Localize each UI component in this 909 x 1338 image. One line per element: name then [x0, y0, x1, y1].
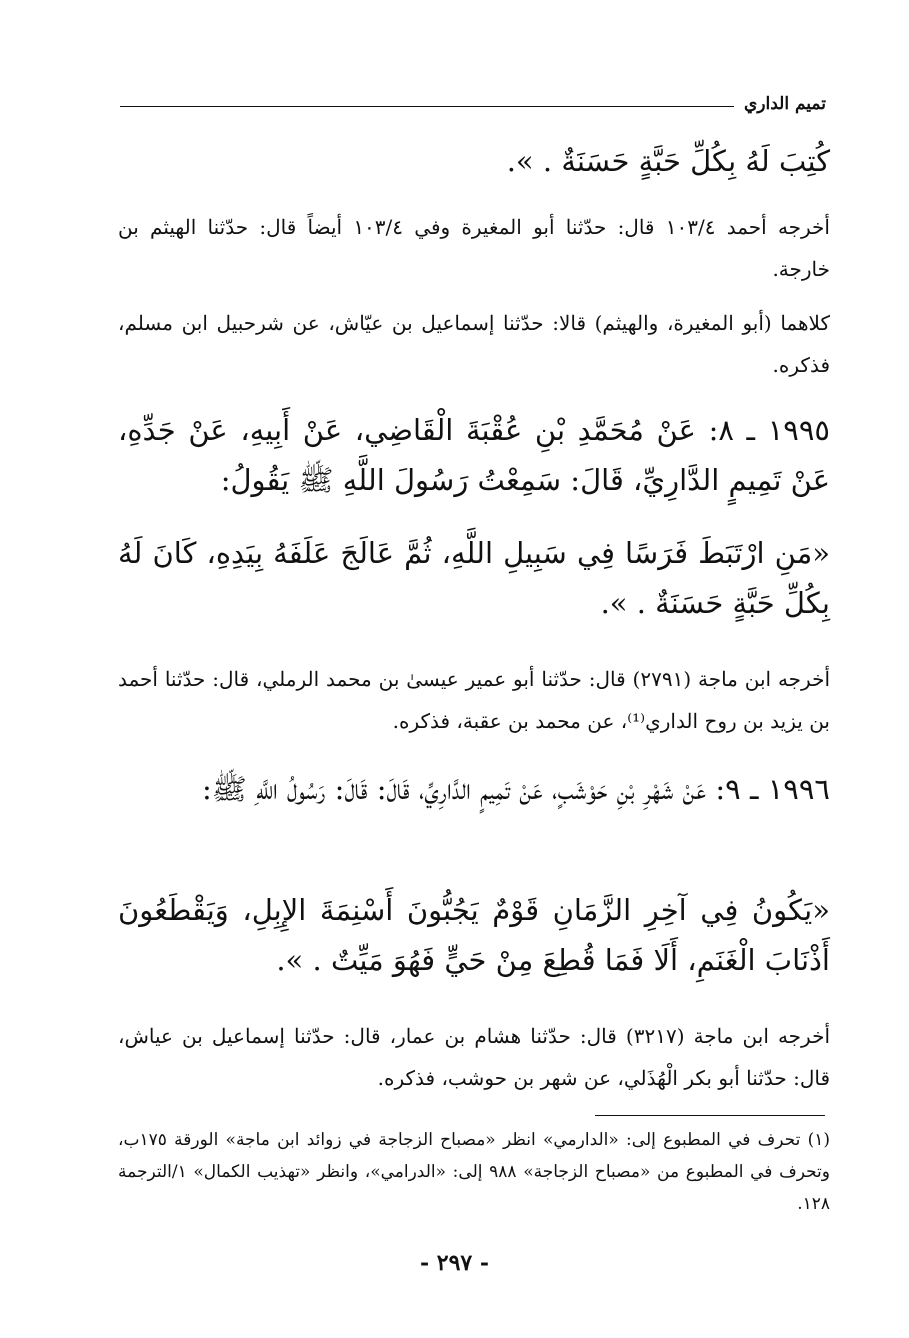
- hadith-matn-1996: «يَكُونُ فِي آخِرِ الزَّمَانِ قَوْمٌ يَجُبُّونَ أَسْنِمَةَ الإِبِلِ، وَيَقْطَعُونَ أَذْنَابَ الْغَنَمِ، أَلَا فَمَا قُطِعَ مِنْ حَيٍّ فَهُوَ مَيِّتٌ . ».: [118, 893, 830, 977]
- hadith-isnad-1995: ١٩٩٥ ـ ٨: عَنْ مُحَمَّدِ بْنِ عُقْبَةَ الْقَاضِي، عَنْ أَبِيهِ، عَنْ جَدِّهِ، عَنْ تَمِيمٍ الدَّارِيِّ، قَالَ: سَمِعْتُ رَسُولَ اللَّهِ ﷺ يَقُولُ:: [118, 413, 831, 497]
- takhrij-paragraph: أخرجه أحمد ١٠٣/٤ قال: حدّثنا أبو المغيرة وفي ١٠٣/٤ أيضاً قال: حدّثنا الهيثم بن خارجة.: [118, 215, 830, 281]
- hadith-matn-1995: «مَنِ ارْتَبَطَ فَرَسًا فِي سَبِيلِ اللَّهِ، ثُمَّ عَالَجَ عَلَفَهُ بِيَدِهِ، كَانَ لَهُ بِكُلِّ حَبَّةٍ حَسَنَةٌ . ».: [118, 536, 830, 620]
- takhrij-paragraph: أخرجه ابن ماجة (٢٧٩١) قال: حدّثنا أبو عمير عيسىٰ بن محمد الرملي، قال: حدّثنا أحمد بن يزيد بن روح الداري⁽¹⁾، عن محمد بن عقبة، فذكره.: [118, 667, 831, 733]
- footnote-1: (١) تحرف في المطبوع إلى: «الدارمي» انظر «مصباح الزجاجة في زوائد ابن ماجة» الورقة ١٧٥ب، وتحرف في المطبوع من «مصباح الزجاجة» ٩٨٨ إلى: «الدرامي»، وانظر «تهذيب الكمال» ١/الترجمة ١٢٨.: [118, 1130, 830, 1214]
- footnote-rule: [595, 1115, 825, 1116]
- running-header: [120, 92, 826, 120]
- running-header-title: تميم الداري: [734, 92, 826, 116]
- hadith-isnad-1996: ١٩٩٦ ـ ٩: عَنْ شَهْرِ بْنِ حَوْشَبٍ، عَنْ تَمِيمٍ الدَّارِيِّ، قَالَ: قَالَ: رَسُولُ اللَّهِ ﷺ:: [202, 772, 830, 806]
- header-rule: [120, 106, 826, 107]
- hadith-text-continuation: كُتِبَ لَهُ بِكُلِّ حَبَّةٍ حَسَنَةٌ . ».: [506, 144, 830, 178]
- takhrij-paragraph: أخرجه ابن ماجة (٣٢١٧) قال: حدّثنا هشام بن عمار، قال: حدّثنا إسماعيل بن عياش، قال: حدّثنا أبو بكر الْهُذَلي، عن شهر بن حوشب، فذكره.: [118, 1024, 831, 1090]
- takhrij-paragraph: كلاهما (أبو المغيرة، والهيثم) قالا: حدّثنا إسماعيل بن عيّاش، عن شرحبيل ابن مسلم، فذكره.: [118, 311, 830, 377]
- page-number: - ٢٩٧ -: [419, 1250, 490, 1276]
